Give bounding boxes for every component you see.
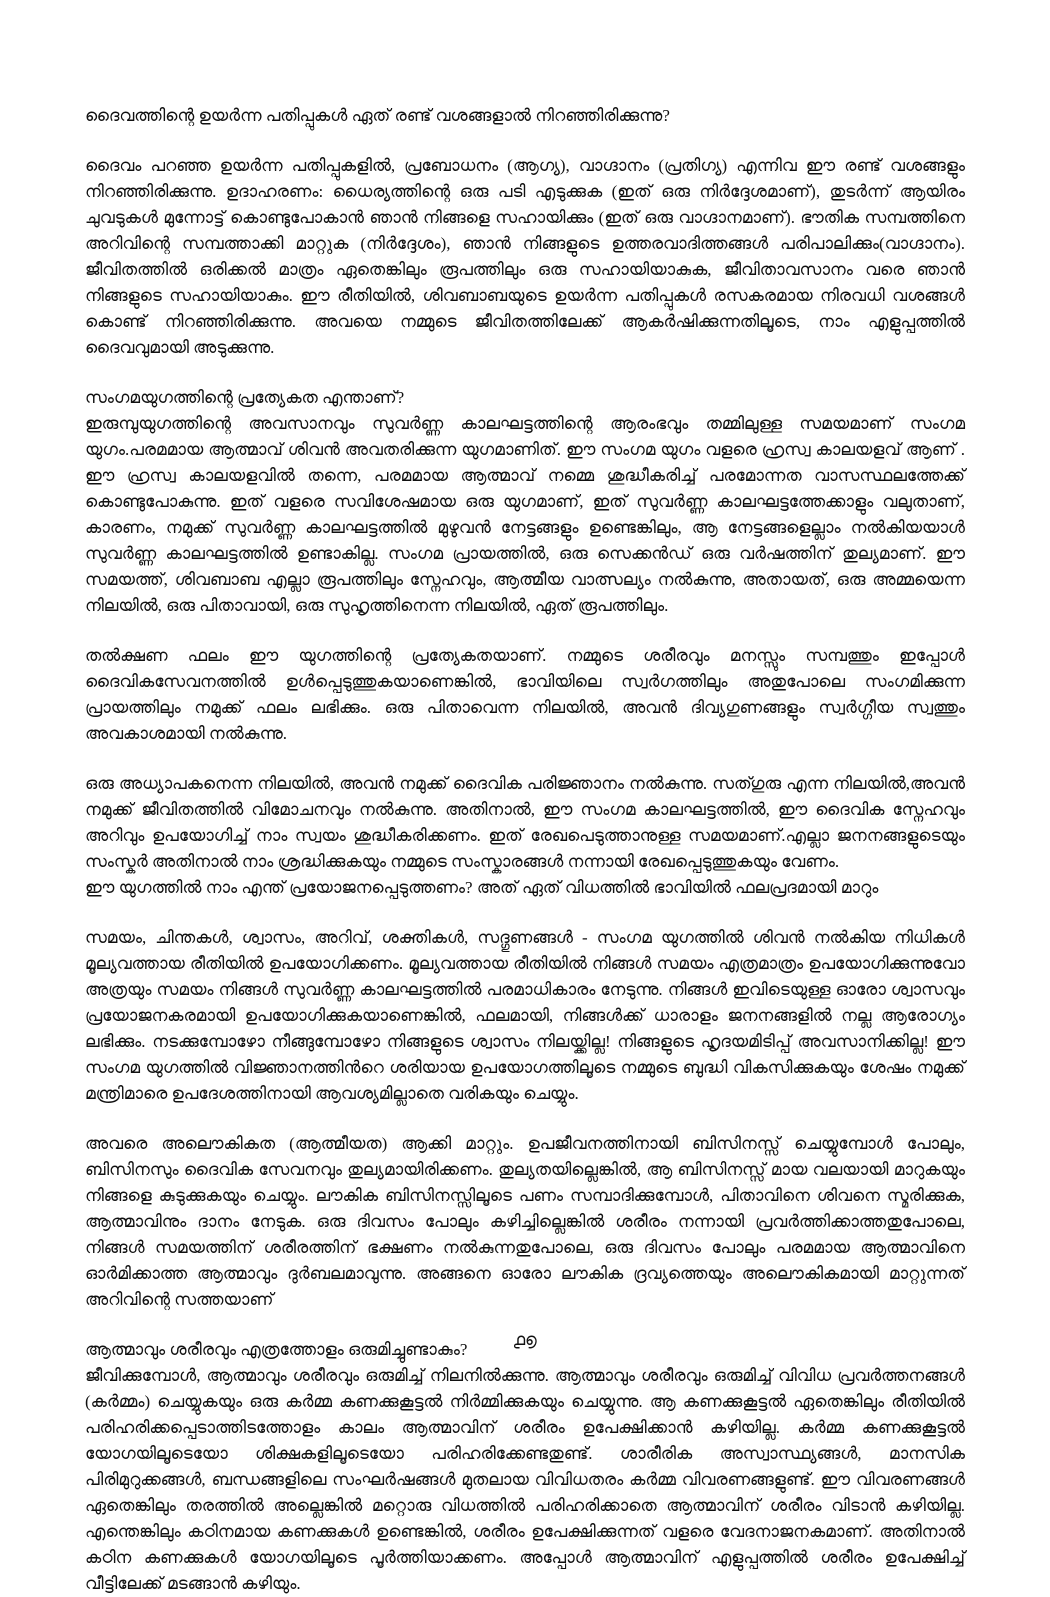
paragraph-two-aspects: ദൈവം പറഞ്ഞ ഉയർന്ന പതിപ്പുകളിൽ, പ്രബോധനം (ആഗ്യ), വാഗ്ദാനം (പ്രതിഗ്യ) എന്നിവ ഈ രണ്ട് വശങ്ങളും നിറഞ്ഞിരിക്കുന്നു. ഉദാഹരണം: ധൈര്യത്തിന്റെ ഒരു പടി എടുക്കുക (ഇത് ഒരു നിർദ്ദേശമാണ്), തുടർന്ന് ആയിരം ചുവടുകൾ മുന്നോട്ട് കൊണ്ടുപോകാൻ ഞാൻ നിങ്ങളെ സഹായിക്കും (ഇത് ഒരു വാഗ്ദാനമാണ്). ഭൗതിക സമ്പത്തിനെ അറിവിന്റെ സമ്പത്താക്കി മാറ്റുക (നിർദ്ദേശം), ഞാൻ നിങ്ങളുടെ ഉത്തരവാദിത്തങ്ങൾ പരിപാലിക്കും(വാഗ്ദാനം). ജീവിതത്തിൽ ഒരിക്കൽ മാത്രം ഏതെങ്കിലും രൂപത്തിലും ഒരു സഹായിയാകുക, ജീവിതാവസാനം വരെ ഞാൻ നിങ്ങളുടെ സഹായിയാകും. ഈ രീതിയിൽ, ശിവബാബയുടെ ഉയർന്ന പതിപ്പുകൾ രസകരമായ നിരവധി വശങ്ങൾ കൊണ്ട് നിറഞ്ഞിരിക്കുന്നു. അവയെ നമ്മുടെ ജീവിതത്തിലേക്ക് ആകർഷിക്കുന്നതിലൂടെ, നാം എളുപ്പത്തിൽ ദൈവവുമായി അടുക്കുന്നു. xyxy=(85,156,965,357)
paragraph-instant-fruit: തൽക്ഷണ ഫലം ഈ യുഗത്തിന്റെ പ്രത്യേകതയാണ്. നമ്മുടെ ശരീരവും മനസ്സും സമ്പത്തും ഇപ്പോൾ ദൈവികസേവനത്തിൽ ഉൾപ്പെടുത്തുകയാണെങ്കിൽ, ഭാവിയിലെ സ്വർഗത്തിലും അതുപോലെ സംഗമിക്കുന്ന പ്രായത്തിലും നമുക്ക് ഫലം ലഭിക്കും. ഒരു പിതാവെന്ന നിലയിൽ, അവൻ ദിവ്യഗുണങ്ങളും സ്വർഗ്ഗീയ സ്വത്തും അവകാശമായി നൽകുന്നു. xyxy=(85,646,965,743)
page-number: ൧൭ xyxy=(513,1330,537,1349)
section-heading-sangam-yuga: സംഗമയുഗത്തിന്റെ പ്രത്യേകത എന്താണ്? xyxy=(85,388,405,407)
paragraph-teacher-satguru: ഒരു അധ്യാപകനെന്ന നിലയിൽ, അവൻ നമുക്ക് ദൈവിക പരിജ്ഞാനം നൽകുന്നു. സത്ഗുരു എന്ന നിലയിൽ,അവൻ നമുക്ക് ജീവിതത്തിൽ വിമോചനവും നൽകുന്നു. അതിനാൽ, ഈ സംഗമ കാലഘട്ടത്തിൽ, ഈ ദൈവിക സ്നേഹവും അറിവും ഉപയോഗിച്ച് നാം സ്വയം ശുദ്ധീകരിക്കണം. ഇത് രേഖപെടുത്താനുള്ള സമയമാണ്.എല്ലാ ജനനങ്ങളുടെയും സംസ്കർ അതിനാൽ നാം ശ്രദ്ധിക്കുകയും നമ്മുടെ സംസ്കാരങ്ങൾ നന്നായി രേഖപ്പെടുത്തുകയും വേണം. xyxy=(85,774,965,871)
paragraph-sangam-yuga-intro: ഇരുമ്പുയുഗത്തിന്റെ അവസാനവും സുവർണ്ണ കാലഘട്ടത്തിന്റെ ആരംഭവും തമ്മിലുള്ള സമയമാണ് സംഗമ യുഗം.പരമമായ ആത്മാവ് ശിവൻ അവതരിക്കുന്ന യുഗമാണിത്. ഈ സംഗമ യുഗം വളരെ ഹ്രസ്വ കാലയളവ് ആണ് . ഈ ഹ്രസ്വ കാലയളവിൽ തന്നെ, പരമമായ ആത്മാവ് നമ്മെ ശുദ്ധീകരിച്ച് പരമോന്നത വാസസ്ഥലത്തേക്ക് കൊണ്ടുപോകുന്നു. ഇത് വളരെ സവിശേഷമായ ഒരു യുഗമാണ്, ഇത് സുവർണ്ണ കാലഘട്ടത്തേക്കാളും വലുതാണ്, കാരണം, നമുക്ക് സുവർണ്ണ കാലഘട്ടത്തിൽ മുഴുവൻ നേട്ടങ്ങളും ഉണ്ടെങ്കിലും, ആ നേട്ടങ്ങളെല്ലാം നൽകിയയാൾ സുവർണ്ണ കാലഘട്ടത്തിൽ ഉണ്ടാകില്ല. സംഗമ പ്രായത്തിൽ, ഒരു സെക്കൻഡ് ഒരു വർഷത്തിന് തുല്യമാണ്. ഈ സമയത്ത്, ശിവബാബ എല്ലാ രൂപത്തിലും സ്നേഹവും, ആത്മീയ വാത്സല്യം നൽകുന്നു, അതായത്, ഒരു അമ്മയെന്ന നിലയിൽ, ഒരു പിതാവായി, ഒരു സുഹൃത്തിനെന്ന നിലയിൽ, ഏത് രൂപത്തിലും. xyxy=(85,414,965,615)
paragraph-benefit-question: ഈ യുഗത്തിൽ നാം എന്ത് പ്രയോജനപ്പെടുത്തണം? അത് ഏത് വിധത്തിൽ ഭാവിയിൽ ഫലപ്രദമായി മാറും xyxy=(85,878,879,897)
paragraph-treasures-of-time: സമയം, ചിന്തകൾ, ശ്വാസം, അറിവ്, ശക്തികൾ, സദ്ഗുണങ്ങൾ - സംഗമ യുഗത്തിൽ ശിവൻ നൽകിയ നിധികൾ മൂല്യവത്തായ രീതിയിൽ ഉപയോഗിക്കണം. മൂല്യവത്തായ രീതിയിൽ നിങ്ങൾ സമയം എത്രമാത്രം ഉപയോഗിക്കുന്നുവോ അത്രയും സമയം നിങ്ങൾ സുവർണ്ണ കാലഘട്ടത്തിൽ പരമാധികാരം നേടുന്നു. നിങ്ങൾ ഇവിടെയുള്ള ഓരോ ശ്വാസവും പ്രയോജനകരമായി ഉപയോഗിക്കുകയാണെങ്കിൽ, ഫലമായി, നിങ്ങൾക്ക് ധാരാളം ജനനങ്ങളിൽ നല്ല ആരോഗ്യം ലഭിക്കും. നടക്കുമ്പോഴോ നീങ്ങുമ്പോഴോ നിങ്ങളുടെ ശ്വാസം നിലയ്ക്കില്ല! നിങ്ങളുടെ ഹൃദയമിടിപ്പ് അവസാനിക്കില്ല! ഈ സംഗമ യുഗത്തിൽ വിജ്ഞാനത്തിൻറെ ശരിയായ ഉപയോഗത്തിലൂടെ നമ്മുടെ ബുദ്ധി വികസിക്കുകയും ശേഷം നമുക്ക് മന്ത്രിമാരെ ഉപദേശത്തിനായി ആവശ്യമില്ലാതെ വരികയും ചെയ്യും. xyxy=(85,928,965,1103)
section-heading-two-aspects: ദൈവത്തിന്റെ ഉയർന്ന പതിപ്പുകൾ ഏത് രണ്ട് വശങ്ങളാൽ നിറഞ്ഞിരിക്കുന്നു? xyxy=(85,106,670,125)
section-heading-soul-and-body: ആത്മാവും ശരീരവും എത്രത്തോളം ഒരുമിച്ചുണ്ടാകും? xyxy=(85,1340,468,1359)
paragraph-karma-accounts: ജീവിക്കുമ്പോൾ, ആത്മാവും ശരീരവും ഒരുമിച്ച് നിലനിൽക്കുന്നു. ആത്മാവും ശരീരവും ഒരുമിച്ച് വിവിധ പ്രവർത്തനങ്ങൾ (കർമ്മം) ചെയ്യുകയും ഒരു കർമ്മ കണക്കുകൂട്ടൽ നിർമ്മിക്കുകയും ചെയ്യുന്നു. ആ കണക്കുകൂട്ടൽ ഏതെങ്കിലും രീതിയിൽ പരിഹരിക്കപ്പെടാത്തിടത്തോളം കാലം ആത്മാവിന് ശരീരം ഉപേക്ഷിക്കാൻ കഴിയില്ല. കർമ്മ കണക്കുകൂട്ടൽ യോഗയിലൂടെയോ ശിക്ഷകളിലൂടെയോ പരിഹരിക്കേണ്ടതുണ്ട്. ശാരീരിക അസ്വാസ്ഥ്യങ്ങൾ, മാനസിക പിരിമുറുക്കങ്ങൾ, ബന്ധങ്ങളിലെ സംഘർഷങ്ങൾ മുതലായ വിവിധതരം കർമ്മ വിവരണങ്ങളുണ്ട്. ഈ വിവരണങ്ങൾ ഏതെങ്കിലും തരത്തിൽ അല്ലെങ്കിൽ മറ്റൊരു വിധത്തിൽ പരിഹരിക്കാതെ ആത്മാവിന് ശരീരം വിടാൻ കഴിയില്ല. എന്തെങ്കിലും കഠിനമായ കണക്കുകൾ ഉണ്ടെങ്കിൽ, ശരീരം ഉപേക്ഷിക്കുന്നത് വളരെ വേദനാജനകമാണ്. അതിനാൽ കഠിന കണക്കുകൾ യോഗയിലൂടെ പൂർത്തിയാക്കണം. അപ്പോൾ ആത്മാവിന് എളുപ്പത്തിൽ ശരീരം ഉപേക്ഷിച്ച് വീട്ടിലേക്ക് മടങ്ങാൻ കഴിയും. xyxy=(85,1366,965,1593)
paragraph-business-and-service: അവരെ അലൌകികത (ആത്മീയത) ആക്കി മാറ്റും. ഉപജീവനത്തിനായി ബിസിനസ്സ് ചെയ്യുമ്പോൾ പോലും, ബിസിനസും ദൈവിക സേവനവും തുല്യമായിരിക്കണം. തുല്യതയില്ലെങ്കിൽ, ആ ബിസിനസ്സ് മായ വലയായി മാറുകയും നിങ്ങളെ കുടുക്കുകയും ചെയ്യും. ലൗകിക ബിസിനസ്സിലൂടെ പണം സമ്പാദിക്കുമ്പോൾ, പിതാവിനെ ശിവനെ സ്മരിക്കുക, ആത്മാവിനും ദാനം നേടുക. ഒരു ദിവസം പോലും കഴിച്ചില്ലെങ്കിൽ ശരീരം നന്നായി പ്രവർത്തിക്കാത്തതുപോലെ, നിങ്ങൾ സമയത്തിന് ശരീരത്തിന് ഭക്ഷണം നൽകുന്നതുപോലെ, ഒരു ദിവസം പോലും പരമമായ ആത്മാവിനെ ഓർമിക്കാത്ത ആത്മാവും ദുർബലമാവുന്നു. അങ്ങനെ ഓരോ ലൗകിക ദ്രവ്യത്തെയും അലൌകികമായി മാറ്റുന്നത് അറിവിന്റെ സത്തയാണ് xyxy=(85,1134,965,1309)
